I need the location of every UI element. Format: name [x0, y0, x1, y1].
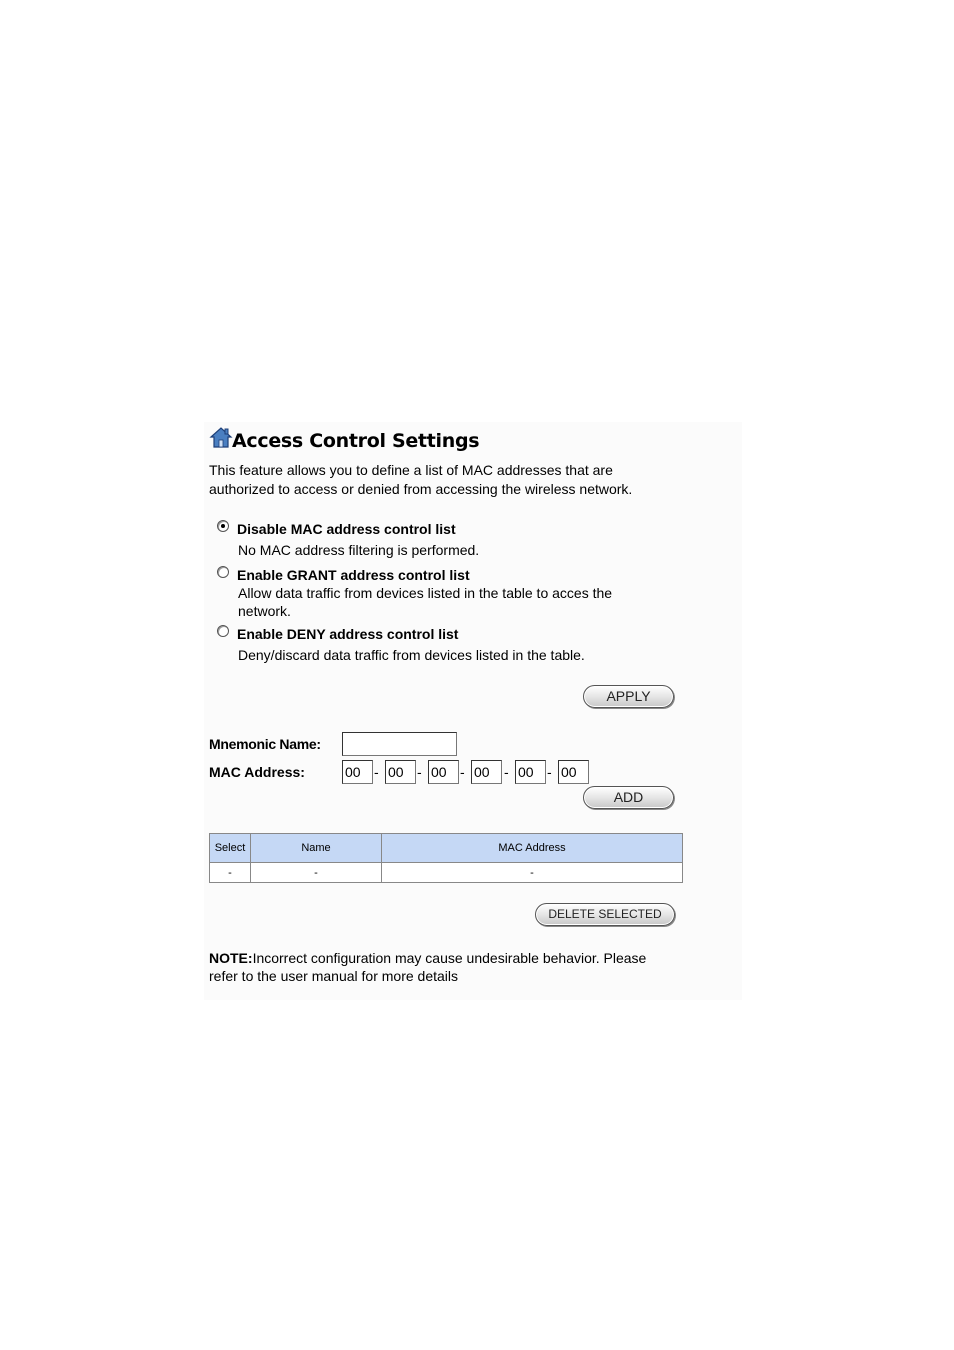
- delete-selected-button[interactable]: DELETE SELECTED: [535, 903, 675, 926]
- mac-separator: -: [417, 764, 422, 780]
- option-deny-desc: Deny/discard data traffic from devices listed in the table.: [238, 647, 585, 663]
- column-header-select: Select: [210, 834, 251, 863]
- table-header-row: [210, 834, 683, 863]
- mac-octet-1-input[interactable]: [342, 760, 373, 784]
- table-cell-mac: -: [382, 863, 683, 883]
- description-line-2: authorized to access or denied from accessing the wireless network.: [209, 481, 633, 497]
- radio-enable-deny[interactable]: [217, 625, 229, 637]
- note-text-1: Incorrect configuration may cause undesirable behavior. Please: [252, 950, 647, 966]
- mac-separator: -: [460, 764, 465, 780]
- mac-octet-5-input[interactable]: [515, 760, 546, 784]
- mac-separator: -: [504, 764, 509, 780]
- mnemonic-name-input[interactable]: [342, 732, 457, 756]
- note-label: NOTE:: [209, 950, 253, 966]
- option-disable-label[interactable]: Disable MAC address control list: [237, 521, 456, 537]
- mnemonic-name-label: Mnemonic Name:: [209, 736, 321, 752]
- apply-button[interactable]: APPLY: [583, 685, 674, 708]
- table-row: [210, 863, 683, 883]
- radio-disable-mac-control[interactable]: [217, 520, 229, 532]
- page-title: Access Control Settings: [232, 430, 480, 452]
- mac-separator: -: [374, 764, 379, 780]
- option-disable-desc: No MAC address filtering is performed.: [238, 542, 480, 558]
- column-header-mac-address: MAC Address: [382, 834, 683, 863]
- table-cell-select: -: [210, 863, 251, 883]
- mac-address-table: [209, 833, 683, 883]
- mac-octet-3-input[interactable]: [428, 760, 459, 784]
- description-line-1: This feature allows you to define a list of MAC addresses that are: [209, 462, 613, 478]
- column-header-name: Name: [251, 834, 382, 863]
- radio-enable-grant[interactable]: [217, 566, 229, 578]
- option-deny-label[interactable]: Enable DENY address control list: [237, 626, 459, 642]
- option-grant-desc-1: Allow data traffic from devices listed in the table to acces the: [238, 585, 613, 601]
- mac-separator: -: [547, 764, 552, 780]
- mac-address-label: MAC Address:: [209, 764, 305, 780]
- option-grant-desc-2: network.: [238, 603, 291, 619]
- home-icon[interactable]: [209, 425, 233, 449]
- note-line-2: refer to the user manual for more details: [209, 968, 459, 984]
- mac-octet-4-input[interactable]: [471, 760, 502, 784]
- mac-octet-2-input[interactable]: [385, 760, 416, 784]
- note-line-1: [209, 949, 646, 967]
- mac-octet-6-input[interactable]: [558, 760, 589, 784]
- add-button[interactable]: ADD: [583, 786, 674, 809]
- option-grant-label[interactable]: Enable GRANT address control list: [237, 567, 470, 583]
- table-cell-name: -: [251, 863, 382, 883]
